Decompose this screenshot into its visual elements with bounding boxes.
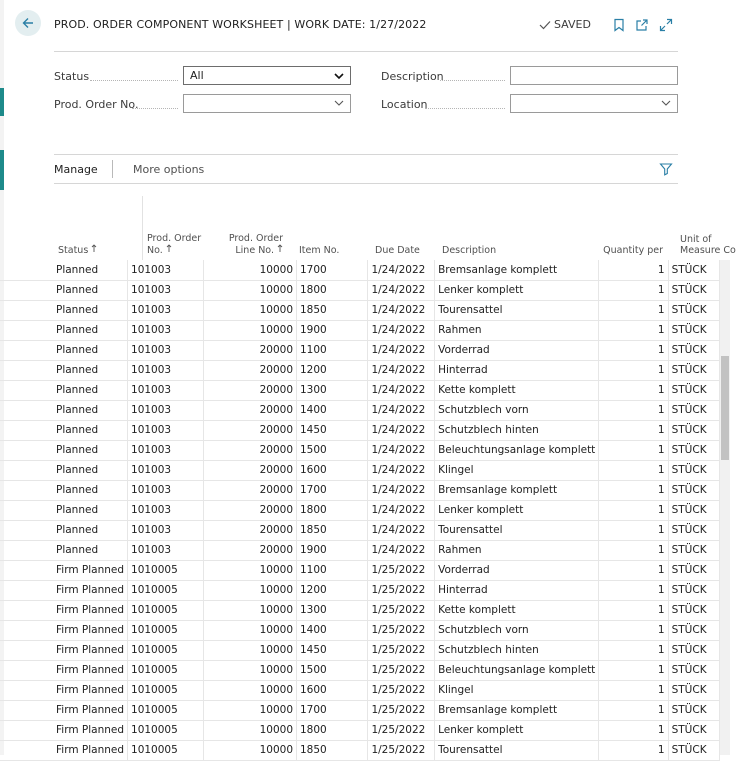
cell-line-no[interactable]: 20000 [203, 360, 296, 380]
cell-status[interactable]: Planned [0, 460, 128, 480]
cell-status[interactable]: Planned [0, 280, 128, 300]
cell-unit-of-measure[interactable]: STÜCK [668, 420, 719, 440]
table-row[interactable] [0, 380, 720, 400]
cell-line-no[interactable]: 20000 [203, 480, 296, 500]
cell-quantity-per[interactable]: 1 [599, 380, 668, 400]
cell-item-no[interactable]: 1400 [297, 400, 368, 420]
cell-status[interactable]: Firm Planned [0, 580, 128, 600]
cell-prod-order-no[interactable]: 1010005 [128, 740, 204, 760]
cell-item-no[interactable]: 1850 [297, 520, 368, 540]
cell-item-no[interactable]: 1400 [297, 620, 368, 640]
cell-prod-order-no[interactable]: 101003 [128, 400, 204, 420]
cell-status[interactable]: Firm Planned [0, 640, 128, 660]
cell-due-date[interactable]: 1/25/2022 [368, 740, 435, 760]
cell-due-date[interactable]: 1/24/2022 [368, 420, 435, 440]
cell-description[interactable]: Bremsanlage komplett [435, 260, 599, 280]
cell-item-no[interactable]: 1500 [297, 440, 368, 460]
chevron-down-icon [334, 99, 344, 107]
cell-unit-of-measure[interactable]: STÜCK [668, 660, 719, 680]
table-row[interactable] [0, 660, 720, 680]
saved-indicator [539, 18, 591, 31]
cell-prod-order-no[interactable]: 1010005 [128, 640, 204, 660]
status-select-value: All [190, 69, 204, 82]
cell-quantity-per[interactable]: 1 [599, 320, 668, 340]
table-row[interactable] [0, 440, 720, 460]
cell-due-date[interactable]: 1/24/2022 [368, 540, 435, 560]
cell-unit-of-measure[interactable]: STÜCK [668, 320, 719, 340]
cell-item-no[interactable]: 1800 [297, 720, 368, 740]
cell-quantity-per[interactable]: 1 [599, 420, 668, 440]
cell-item-no[interactable]: 1800 [297, 500, 368, 520]
background-accent [0, 150, 4, 190]
cell-unit-of-measure[interactable]: STÜCK [668, 280, 719, 300]
expand-icon[interactable] [659, 18, 673, 32]
cell-due-date[interactable]: 1/25/2022 [368, 600, 435, 620]
cell-quantity-per[interactable]: 1 [599, 500, 668, 520]
cell-status[interactable]: Planned [0, 380, 128, 400]
cell-line-no[interactable]: 20000 [203, 400, 296, 420]
scrollbar-thumb[interactable] [721, 356, 729, 460]
cell-item-no[interactable]: 1800 [297, 280, 368, 300]
cell-prod-order-no[interactable]: 101003 [128, 520, 204, 540]
cell-due-date[interactable]: 1/25/2022 [368, 700, 435, 720]
table-row[interactable] [0, 580, 720, 600]
column-header-quantity-per[interactable]: Quantity per [603, 245, 663, 256]
cell-quantity-per[interactable]: 1 [599, 560, 668, 580]
cell-line-no[interactable]: 10000 [203, 600, 296, 620]
prod-order-no-select[interactable] [183, 94, 351, 113]
cell-unit-of-measure[interactable]: STÜCK [668, 580, 719, 600]
column-header-prod-order-no[interactable]: Prod. Order No. [147, 233, 202, 256]
cell-item-no[interactable]: 1450 [297, 640, 368, 660]
prod-order-no-label: Prod. Order No. [54, 98, 139, 111]
actionbar-bottom-divider [54, 183, 678, 184]
cell-due-date[interactable]: 1/25/2022 [368, 620, 435, 640]
cell-prod-order-no[interactable]: 1010005 [128, 700, 204, 720]
cell-description[interactable]: Kette komplett [435, 380, 599, 400]
scrollbar-track[interactable] [720, 260, 730, 755]
cell-quantity-per[interactable]: 1 [599, 360, 668, 380]
cell-status[interactable]: Firm Planned [0, 560, 128, 580]
location-select[interactable] [510, 94, 678, 113]
cell-quantity-per[interactable]: 1 [599, 480, 668, 500]
cell-unit-of-measure[interactable]: STÜCK [668, 500, 719, 520]
cell-quantity-per[interactable]: 1 [599, 720, 668, 740]
cell-unit-of-measure[interactable]: STÜCK [668, 600, 719, 620]
table-row[interactable] [0, 600, 720, 620]
cell-item-no[interactable]: 1900 [297, 540, 368, 560]
cell-status[interactable]: Firm Planned [0, 660, 128, 680]
description-label: Description [381, 70, 444, 83]
cell-description[interactable]: Tourensattel [435, 300, 599, 320]
cell-quantity-per[interactable]: 1 [599, 440, 668, 460]
cell-description[interactable]: Bremsanlage komplett [435, 700, 599, 720]
cell-due-date[interactable]: 1/25/2022 [368, 680, 435, 700]
cell-line-no[interactable]: 20000 [203, 540, 296, 560]
cell-quantity-per[interactable]: 1 [599, 660, 668, 680]
cell-status[interactable]: Planned [0, 520, 128, 540]
cell-due-date[interactable]: 1/24/2022 [368, 520, 435, 540]
cell-item-no[interactable]: 1900 [297, 320, 368, 340]
chevron-down-icon [334, 72, 344, 80]
cell-due-date[interactable]: 1/24/2022 [368, 280, 435, 300]
cell-status[interactable]: Firm Planned [0, 600, 128, 620]
table-row[interactable] [0, 280, 720, 300]
cell-description[interactable]: Lenker komplett [435, 280, 599, 300]
table-row[interactable] [0, 480, 720, 500]
column-header-status[interactable]: Status [58, 244, 97, 256]
cell-quantity-per[interactable]: 1 [599, 260, 668, 280]
cell-due-date[interactable]: 1/24/2022 [368, 320, 435, 340]
cell-description[interactable]: Tourensattel [435, 520, 599, 540]
cell-line-no[interactable]: 20000 [203, 460, 296, 480]
cell-status[interactable]: Planned [0, 360, 128, 380]
cell-due-date[interactable]: 1/24/2022 [368, 480, 435, 500]
cell-status[interactable]: Firm Planned [0, 620, 128, 640]
table-row[interactable] [0, 520, 720, 540]
cell-line-no[interactable]: 10000 [203, 580, 296, 600]
cell-prod-order-no[interactable]: 1010005 [128, 560, 204, 580]
cell-unit-of-measure[interactable]: STÜCK [668, 680, 719, 700]
cell-description[interactable]: Tourensattel [435, 740, 599, 760]
description-input[interactable] [510, 66, 678, 85]
cell-prod-order-no[interactable]: 101003 [128, 540, 204, 560]
cell-due-date[interactable]: 1/24/2022 [368, 340, 435, 360]
location-dots [425, 108, 505, 109]
cell-quantity-per[interactable]: 1 [599, 340, 668, 360]
page-title: PROD. ORDER COMPONENT WORKSHEET | WORK DATE: 1/27/2022 [54, 18, 427, 31]
cell-line-no[interactable]: 10000 [203, 280, 296, 300]
cell-quantity-per[interactable]: 1 [599, 740, 668, 760]
cell-unit-of-measure[interactable]: STÜCK [668, 400, 719, 420]
cell-unit-of-measure[interactable]: STÜCK [668, 560, 719, 580]
background-accent [0, 88, 4, 116]
back-arrow-icon [21, 16, 35, 30]
cell-status[interactable]: Planned [0, 340, 128, 360]
cell-prod-order-no[interactable]: 101003 [128, 380, 204, 400]
grid-table [0, 260, 720, 761]
cell-due-date[interactable]: 1/25/2022 [368, 640, 435, 660]
cell-prod-order-no[interactable]: 1010005 [128, 600, 204, 620]
cell-unit-of-measure[interactable]: STÜCK [668, 460, 719, 480]
cell-unit-of-measure[interactable]: STÜCK [668, 720, 719, 740]
table-row[interactable] [0, 720, 720, 740]
cell-unit-of-measure[interactable]: STÜCK [668, 520, 719, 540]
cell-line-no[interactable]: 20000 [203, 440, 296, 460]
cell-due-date[interactable]: 1/24/2022 [368, 380, 435, 400]
cell-line-no[interactable]: 20000 [203, 420, 296, 440]
cell-unit-of-measure[interactable]: STÜCK [668, 340, 719, 360]
cell-prod-order-no[interactable]: 101003 [128, 300, 204, 320]
cell-due-date[interactable]: 1/24/2022 [368, 300, 435, 320]
cell-prod-order-no[interactable]: 1010005 [128, 620, 204, 640]
cell-item-no[interactable]: 1200 [297, 360, 368, 380]
table-row[interactable] [0, 680, 720, 700]
cell-item-no[interactable]: 1600 [297, 680, 368, 700]
cell-line-no[interactable]: 10000 [203, 700, 296, 720]
column-header-description[interactable]: Description [442, 245, 497, 256]
cell-quantity-per[interactable]: 1 [599, 300, 668, 320]
cell-prod-order-no[interactable]: 101003 [128, 280, 204, 300]
cell-line-no[interactable]: 10000 [203, 640, 296, 660]
cell-description[interactable]: Vorderrad [435, 560, 599, 580]
table-row[interactable] [0, 640, 720, 660]
cell-description[interactable]: Hinterrad [435, 580, 599, 600]
cell-item-no[interactable]: 1500 [297, 660, 368, 680]
cell-quantity-per[interactable]: 1 [599, 520, 668, 540]
table-row[interactable] [0, 340, 720, 360]
cell-quantity-per[interactable]: 1 [599, 540, 668, 560]
cell-status[interactable]: Planned [0, 400, 128, 420]
cell-description[interactable]: Rahmen [435, 540, 599, 560]
cell-line-no[interactable]: 10000 [203, 320, 296, 340]
cell-quantity-per[interactable]: 1 [599, 280, 668, 300]
cell-prod-order-no[interactable]: 101003 [128, 340, 204, 360]
cell-prod-order-no[interactable]: 101003 [128, 440, 204, 460]
cell-status[interactable]: Firm Planned [0, 720, 128, 740]
cell-item-no[interactable]: 1600 [297, 460, 368, 480]
cell-prod-order-no[interactable]: 1010005 [128, 680, 204, 700]
cell-item-no[interactable]: 1100 [297, 340, 368, 360]
status-label: Status [54, 70, 90, 83]
cell-status[interactable]: Firm Planned [0, 740, 128, 760]
actionbar-top-divider [54, 154, 678, 155]
cell-quantity-per[interactable]: 1 [599, 680, 668, 700]
cell-description[interactable]: Bremsanlage komplett [435, 480, 599, 500]
table-row[interactable] [0, 740, 720, 760]
cell-line-no[interactable]: 10000 [203, 720, 296, 740]
cell-prod-order-no[interactable]: 101003 [128, 500, 204, 520]
cell-description[interactable]: Hinterrad [435, 360, 599, 380]
cell-description[interactable]: Schutzblech hinten [435, 640, 599, 660]
cell-quantity-per[interactable]: 1 [599, 700, 668, 720]
cell-line-no[interactable]: 10000 [203, 660, 296, 680]
cell-status[interactable]: Planned [0, 320, 128, 340]
cell-quantity-per[interactable]: 1 [599, 460, 668, 480]
table-row[interactable] [0, 560, 720, 580]
cell-due-date[interactable]: 1/24/2022 [368, 260, 435, 280]
checkmark-icon [539, 20, 551, 30]
cell-status[interactable]: Planned [0, 500, 128, 520]
cell-line-no[interactable]: 10000 [203, 680, 296, 700]
cell-description[interactable]: Schutzblech vorn [435, 400, 599, 420]
filter-icon[interactable] [659, 162, 673, 176]
cell-item-no[interactable]: 1300 [297, 380, 368, 400]
cell-description[interactable]: Beleuchtungsanlage komplett [435, 440, 599, 460]
cell-due-date[interactable]: 1/25/2022 [368, 560, 435, 580]
header-divider [54, 51, 678, 52]
cell-item-no[interactable]: 1450 [297, 420, 368, 440]
cell-unit-of-measure[interactable]: STÜCK [668, 480, 719, 500]
cell-prod-order-no[interactable]: 101003 [128, 260, 204, 280]
cell-unit-of-measure[interactable]: STÜCK [668, 740, 719, 760]
cell-unit-of-measure[interactable]: STÜCK [668, 440, 719, 460]
cell-unit-of-measure[interactable]: STÜCK [668, 540, 719, 560]
cell-status[interactable]: Firm Planned [0, 700, 128, 720]
chevron-down-icon [661, 99, 671, 107]
cell-description[interactable]: Beleuchtungsanlage komplett [435, 660, 599, 680]
location-label: Location [381, 98, 428, 111]
cell-item-no[interactable]: 1700 [297, 480, 368, 500]
column-header-line-no[interactable]: Prod. Order Line No. [228, 233, 283, 256]
cell-item-no[interactable]: 1850 [297, 300, 368, 320]
cell-prod-order-no[interactable]: 101003 [128, 480, 204, 500]
saved-label: SAVED [554, 18, 591, 31]
cell-line-no[interactable]: 20000 [203, 520, 296, 540]
cell-line-no[interactable]: 10000 [203, 300, 296, 320]
table-row[interactable] [0, 360, 720, 380]
cell-line-no[interactable]: 10000 [203, 620, 296, 640]
cell-quantity-per[interactable]: 1 [599, 580, 668, 600]
cell-description[interactable]: Schutzblech vorn [435, 620, 599, 640]
cell-description[interactable]: Klingel [435, 460, 599, 480]
description-dots [440, 80, 505, 81]
cell-description[interactable]: Klingel [435, 680, 599, 700]
bookmark-icon[interactable] [612, 18, 626, 32]
cell-prod-order-no[interactable]: 1010005 [128, 580, 204, 600]
cell-line-no[interactable]: 20000 [203, 380, 296, 400]
table-row[interactable] [0, 540, 720, 560]
table-row[interactable] [0, 320, 720, 340]
prod-order-dots [132, 108, 178, 109]
cell-item-no[interactable]: 1700 [297, 700, 368, 720]
cell-prod-order-no[interactable]: 101003 [128, 360, 204, 380]
cell-prod-order-no[interactable]: 101003 [128, 320, 204, 340]
cell-description[interactable]: Vorderrad [435, 340, 599, 360]
column-header-unit-of-measure[interactable]: Unit of Measure Co [680, 234, 736, 256]
cell-due-date[interactable]: 1/24/2022 [368, 400, 435, 420]
cell-prod-order-no[interactable]: 1010005 [128, 660, 204, 680]
cell-prod-order-no[interactable]: 1010005 [128, 720, 204, 740]
cell-line-no[interactable]: 10000 [203, 740, 296, 760]
cell-item-no[interactable]: 1100 [297, 560, 368, 580]
cell-unit-of-measure[interactable]: STÜCK [668, 380, 719, 400]
cell-description[interactable]: Kette komplett [435, 600, 599, 620]
table-row[interactable] [0, 420, 720, 440]
actionbar-separator [112, 160, 113, 178]
cell-status[interactable]: Planned [0, 440, 128, 460]
cell-status[interactable]: Planned [0, 480, 128, 500]
table-row[interactable] [0, 500, 720, 520]
cell-line-no[interactable]: 10000 [203, 560, 296, 580]
cell-line-no[interactable]: 20000 [203, 340, 296, 360]
cell-unit-of-measure[interactable]: STÜCK [668, 360, 719, 380]
cell-unit-of-measure[interactable]: STÜCK [668, 640, 719, 660]
cell-quantity-per[interactable]: 1 [599, 620, 668, 640]
cell-status[interactable]: Planned [0, 300, 128, 320]
cell-unit-of-measure[interactable]: STÜCK [668, 620, 719, 640]
table-row[interactable] [0, 400, 720, 420]
table-row[interactable] [0, 260, 720, 280]
manage-action[interactable]: Manage [54, 163, 98, 176]
table-row[interactable] [0, 460, 720, 480]
cell-description[interactable]: Rahmen [435, 320, 599, 340]
cell-description[interactable]: Schutzblech hinten [435, 420, 599, 440]
more-options-action[interactable]: More options [133, 163, 205, 176]
cell-item-no[interactable]: 1850 [297, 740, 368, 760]
cell-status[interactable]: Planned [0, 260, 128, 280]
table-row[interactable] [0, 700, 720, 720]
grid [0, 196, 720, 755]
cell-status[interactable]: Planned [0, 540, 128, 560]
cell-due-date[interactable]: 1/24/2022 [368, 440, 435, 460]
cell-quantity-per[interactable]: 1 [599, 400, 668, 420]
cell-prod-order-no[interactable]: 101003 [128, 460, 204, 480]
cell-due-date[interactable]: 1/24/2022 [368, 500, 435, 520]
status-select[interactable] [183, 66, 351, 85]
cell-item-no[interactable]: 1300 [297, 600, 368, 620]
cell-due-date[interactable]: 1/25/2022 [368, 660, 435, 680]
cell-prod-order-no[interactable]: 101003 [128, 420, 204, 440]
cell-quantity-per[interactable]: 1 [599, 640, 668, 660]
cell-line-no[interactable]: 20000 [203, 500, 296, 520]
cell-due-date[interactable]: 1/25/2022 [368, 580, 435, 600]
cell-status[interactable]: Firm Planned [0, 680, 128, 700]
back-button[interactable] [15, 10, 41, 36]
table-row[interactable] [0, 300, 720, 320]
status-dots [90, 80, 178, 81]
column-header-due-date[interactable]: Due Date [375, 245, 420, 256]
cell-description[interactable]: Lenker komplett [435, 500, 599, 520]
table-row[interactable] [0, 620, 720, 640]
cell-due-date[interactable]: 1/24/2022 [368, 360, 435, 380]
cell-unit-of-measure[interactable]: STÜCK [668, 700, 719, 720]
cell-status[interactable]: Planned [0, 420, 128, 440]
cell-due-date[interactable]: 1/25/2022 [368, 720, 435, 740]
cell-line-no[interactable]: 10000 [203, 260, 296, 280]
cell-item-no[interactable]: 1700 [297, 260, 368, 280]
cell-quantity-per[interactable]: 1 [599, 600, 668, 620]
cell-unit-of-measure[interactable]: STÜCK [668, 260, 719, 280]
cell-unit-of-measure[interactable]: STÜCK [668, 300, 719, 320]
cell-item-no[interactable]: 1200 [297, 580, 368, 600]
cell-due-date[interactable]: 1/24/2022 [368, 460, 435, 480]
column-header-item-no[interactable]: Item No. [299, 245, 340, 256]
open-in-new-window-icon[interactable] [635, 18, 649, 32]
cell-description[interactable]: Lenker komplett [435, 720, 599, 740]
